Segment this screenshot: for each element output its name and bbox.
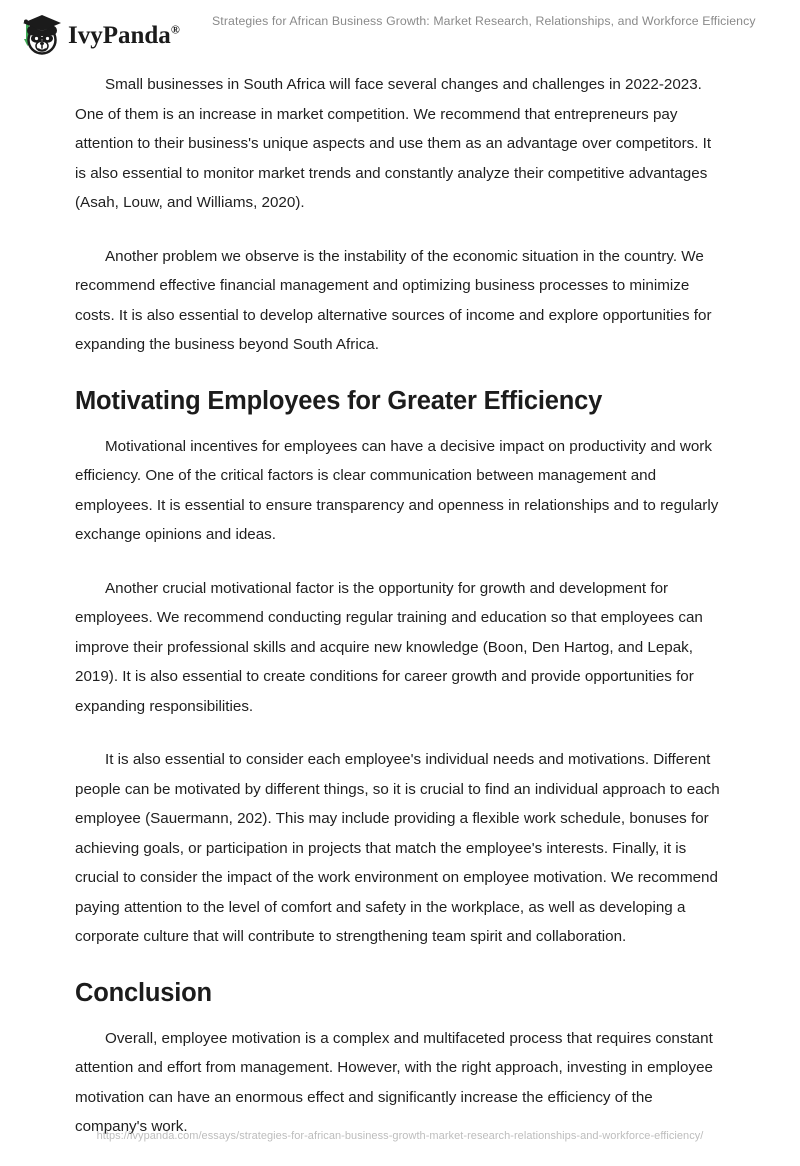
paragraph: Motivational incentives for employees can have a decisive impact on productivity and work efficiency. One of the critical factors is clear communication between management and employees. It is essential to ensure transparency and openness in relationships and to regularly exchange opinions and ideas. [75,437,719,543]
document-header-title: Strategies for African Business Growth: Market Research, Relationships, and Workforce Efficiency [212,14,756,28]
paragraph: Small businesses in South Africa will face several changes and challenges in 2022-2023. One of them is an increase in market competition. We recommend that entrepreneurs pay attention to their business's unique aspects and use them as an advantage over competitors. It is also essential to monitor market trends and constantly analyze their competitive advantages (Asah, Louw, and Williams, 2020). [75,76,712,211]
page-footer [0,1126,800,1144]
paragraph: Another problem we observe is the instability of the economic situation in the country. We recommend effective financial management and optimizing business processes to minimize costs. It is also essential to develop alternative sources of income and explore opportunities for expanding the business beyond South Africa. [75,247,712,353]
section-heading: Conclusion [75,978,212,1007]
source-url-link[interactable]: https://ivypanda.com/essays/strategies-for-african-business-growth-market-research-relationships-and-workforce-efficiency/ [96,1130,704,1142]
page-header [0,0,800,62]
paragraph: Another crucial motivational factor is the opportunity for growth and development for employees. We recommend conducting regular training and education so that employees can improve their professional skills and acquire new knowledge (Boon, Den Hartog, and Lepak, 2019). It is also essential to create conditions for career growth and provide opportunities for expanding responsibilities. [75,579,703,715]
registered-mark: ® [170,22,180,37]
paragraph: Overall, employee motivation is a complex and multifaceted process that requires constant attention and effort from management. However, with the right approach, investing in employee motivation can have an enormous effect and significantly increase the efficiency of the company's work. [75,1029,713,1135]
brand-name-text: IvyPanda [68,21,171,49]
brand-wordmark [68,23,180,48]
brand-logo[interactable] [14,11,180,57]
paragraph: It is also essential to consider each employee's individual needs and motivations. Different people can be motivated by different things, so it is crucial to find an individual approach to each employee (Sauermann, 202). This may include providing a flexible work schedule, bonuses for achieving goals, or participation in projects that match the employee's interests. Finally, it is crucial to consider the impact of the work environment on employee motivation. We recommend paying attention to the level of comfort and safety in the workplace, as well as developing a corporate culture that will contribute to strengthening team spirit and collaboration. [75,751,720,945]
section-heading: Motivating Employees for Greater Efficiency [75,386,603,415]
document-body [75,70,723,1166]
panda-graduate-logo-icon [14,11,62,57]
